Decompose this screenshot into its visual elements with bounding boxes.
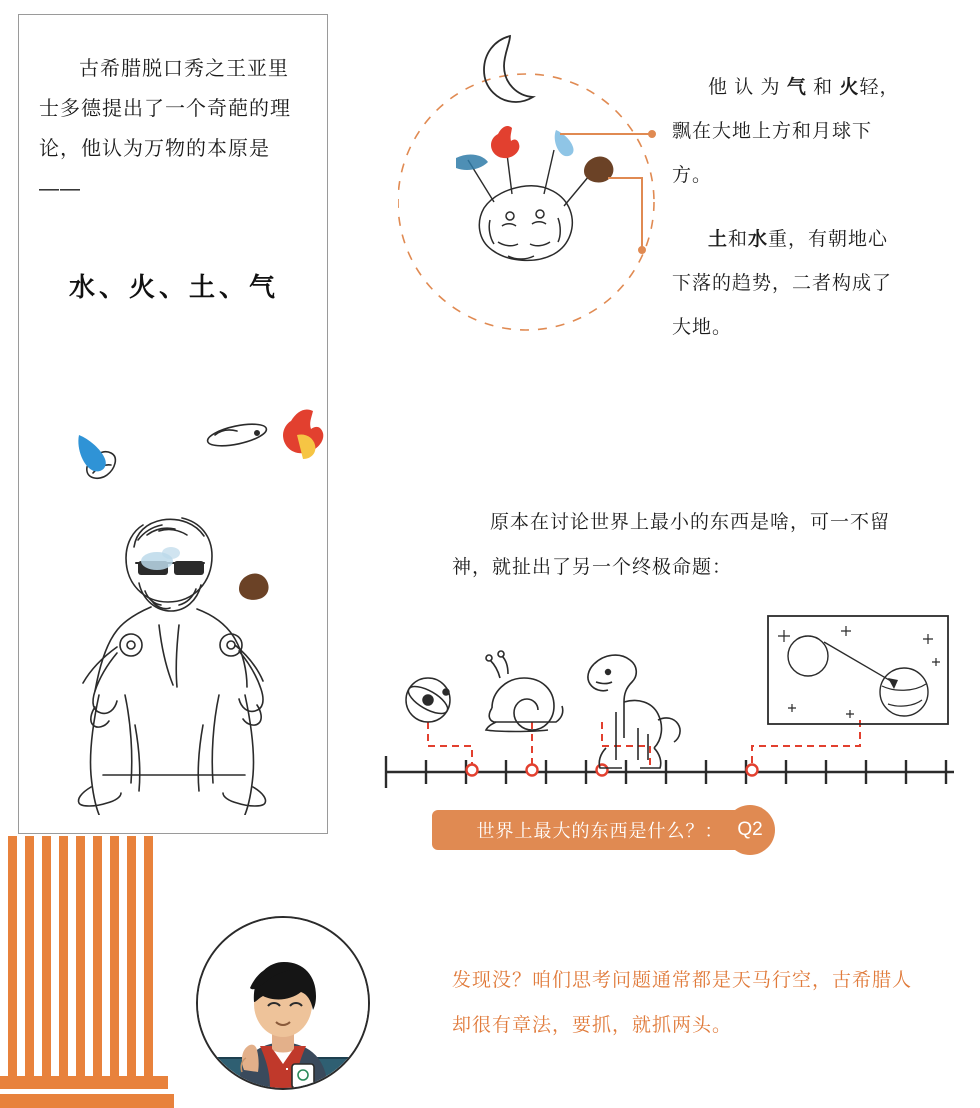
pillar-flutes bbox=[8, 836, 160, 1076]
cosmos-diagram bbox=[398, 30, 678, 360]
scale-connectors bbox=[428, 720, 860, 768]
callout-connectors bbox=[560, 131, 655, 253]
greek-pillar-decoration bbox=[0, 836, 168, 1105]
earth-face-icon bbox=[479, 186, 572, 261]
pillar-base-upper bbox=[0, 1076, 168, 1089]
rt1-pre: 他 认 为 bbox=[708, 77, 787, 98]
pillar-base-lower bbox=[0, 1094, 174, 1108]
dinosaur-icon bbox=[588, 655, 680, 768]
rt2-bold-water: 水 bbox=[748, 229, 769, 250]
rt1-bold-air: 气 bbox=[786, 77, 807, 98]
air-element-icon bbox=[456, 155, 488, 170]
question-banner[interactable] bbox=[432, 810, 768, 850]
fire-element-icon bbox=[491, 126, 519, 158]
rt1-post: 轻，飘在大地上方和月球下方。 bbox=[672, 77, 900, 186]
host-avatar bbox=[196, 916, 370, 1090]
atom-icon bbox=[404, 678, 451, 722]
intro-panel bbox=[18, 14, 328, 834]
question-tag[interactable] bbox=[725, 805, 775, 855]
intro-paragraph: 古希腊脱口秀之王亚里士多德提出了一个奇葩的理论，他认为万物的本原是—— bbox=[39, 58, 291, 200]
paragraph-air-fire bbox=[672, 66, 908, 198]
crescent-moon-icon bbox=[484, 36, 533, 102]
question-label: 世界上最大的东西是什么？： bbox=[476, 821, 724, 841]
paragraph-conclusion: 发现没？咱们思考问题通常都是天马行空，古希腊人却很有章法，要抓，就抓两头。 bbox=[452, 970, 913, 1036]
water-element-icon bbox=[78, 435, 105, 471]
paragraph-earth-water bbox=[672, 218, 908, 350]
rt1-bold-fire: 火 bbox=[839, 77, 860, 98]
size-scale-diagram bbox=[380, 600, 960, 820]
paragraph-transition: 原本在讨论世界上最小的东西是啥，可一不留神，就扯出了另一个终极命题： bbox=[452, 512, 891, 578]
four-elements-title: 水、火、土、气 bbox=[68, 272, 279, 302]
earth-element-icon bbox=[239, 574, 269, 600]
universe-frame-icon bbox=[768, 616, 948, 724]
aristotle-illustration bbox=[39, 395, 329, 815]
snail-icon bbox=[486, 651, 563, 732]
sphere-boundary bbox=[398, 74, 654, 330]
rt2-post: 重，有朝地心下落的趋势，二者构成了大地。 bbox=[672, 229, 893, 338]
rt2-mid: 和 bbox=[728, 229, 749, 250]
question-tag-label: Q2 bbox=[737, 819, 763, 840]
host-avatar-drawing bbox=[198, 918, 368, 1088]
scale-markers bbox=[467, 765, 758, 776]
rt1-mid: 和 bbox=[806, 77, 840, 98]
fire-element-icon bbox=[283, 409, 323, 459]
rt2-bold-earth: 土 bbox=[708, 229, 729, 250]
